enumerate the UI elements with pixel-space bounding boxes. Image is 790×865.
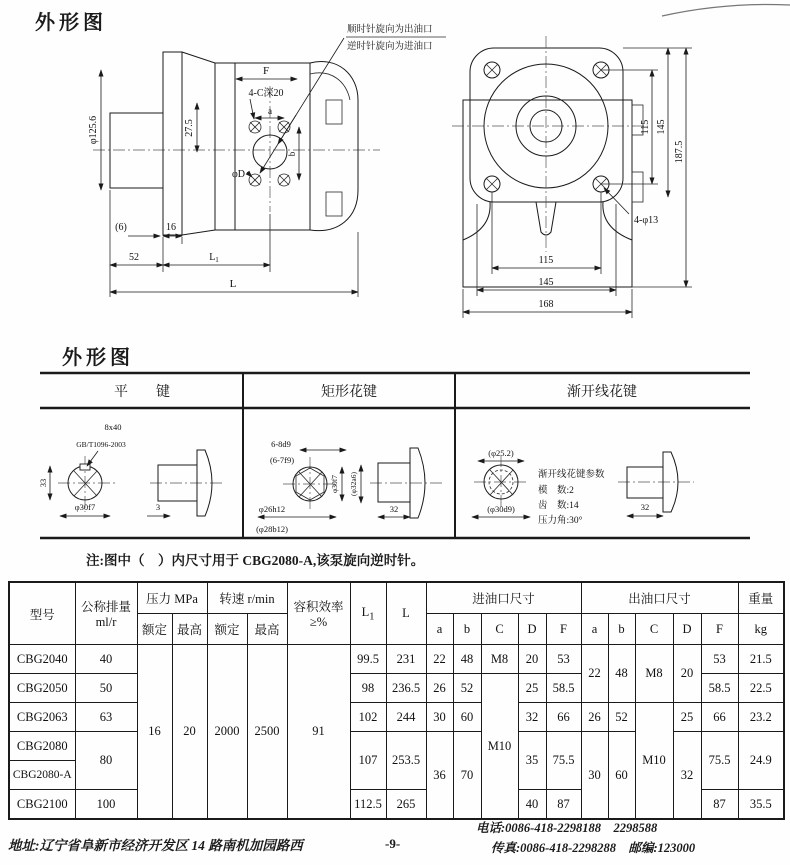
footer-address: 地址:辽宁省阜新市经济开发区 14 路南机加园路西 xyxy=(8,838,303,853)
svg-text:(φ32a6): (φ32a6) xyxy=(349,472,358,496)
spec-cell: 40 xyxy=(518,790,546,820)
spec-cell: 58.5 xyxy=(546,674,581,703)
svg-text:27.5: 27.5 xyxy=(184,119,195,137)
svg-text:GB/T1096-2003: GB/T1096-2003 xyxy=(76,440,126,449)
header-in-a: a xyxy=(426,614,453,645)
scan-artifact xyxy=(662,4,790,16)
svg-text:(φ30d9): (φ30d9) xyxy=(487,504,515,514)
spec-cell: 26 xyxy=(426,674,453,703)
spec-cell: 32 xyxy=(518,703,546,732)
spec-cell: 30 xyxy=(426,703,453,732)
header-in-c: C xyxy=(481,614,518,645)
header-l1: $L_1$ xyxy=(350,582,386,645)
svg-text:(φ28b12): (φ28b12) xyxy=(256,524,288,534)
svg-text:(6-7f9): (6-7f9) xyxy=(269,455,295,465)
svg-text:187.5: 187.5 xyxy=(674,140,685,164)
spec-cell: 70 xyxy=(453,732,481,820)
header-max: 最高 xyxy=(172,614,207,645)
spec-cell: 66 xyxy=(701,703,738,732)
header-l: L xyxy=(386,582,426,645)
svg-text:8x40: 8x40 xyxy=(104,422,122,432)
svg-text:4-C深20: 4-C深20 xyxy=(248,88,284,99)
spec-cell: 22.5 xyxy=(738,674,784,703)
spec-cell: 20 xyxy=(673,645,701,703)
spec-cell: 25 xyxy=(518,674,546,703)
spec-cell: M10 xyxy=(635,703,673,820)
spec-cell: 107 xyxy=(350,732,386,790)
header-pressure: 压力 MPa xyxy=(137,582,207,614)
footer-phone: 电话:0086-418-2298188 2298588 xyxy=(476,821,658,835)
svg-text:φ30f7: φ30f7 xyxy=(330,474,339,494)
header-in-f: F xyxy=(546,614,581,645)
spec-cell: M8 xyxy=(481,645,518,674)
spec-cell: 244 xyxy=(386,703,426,732)
spec-cell: 80 xyxy=(75,732,137,790)
spec-cell: 26 xyxy=(581,703,608,732)
spec-cell: 22 xyxy=(581,645,608,703)
spec-cell: 16 xyxy=(137,645,172,820)
spec-cell: 22 xyxy=(426,645,453,674)
page-title-top: 外形图 xyxy=(35,12,107,34)
spec-cell: 24.9 xyxy=(738,732,784,790)
header-rated: 额定 xyxy=(207,614,247,645)
key-col3-header: 渐开线花键 xyxy=(567,385,637,400)
svg-text:32: 32 xyxy=(640,502,650,512)
spec-cell: 231 xyxy=(386,645,426,674)
spec-cell: 102 xyxy=(350,703,386,732)
svg-text:52: 52 xyxy=(129,252,139,263)
svg-text:齿 数:14: 齿 数:14 xyxy=(538,501,579,511)
base-web xyxy=(463,202,490,240)
spec-cell: 2000 xyxy=(207,645,247,820)
key-types-table xyxy=(0,340,790,570)
rear-cover xyxy=(310,62,358,231)
header-out-b: b xyxy=(608,614,635,645)
spec-cell: 30 xyxy=(581,732,608,820)
svg-text:φ26h12: φ26h12 xyxy=(258,504,286,514)
spec-cell: M10 xyxy=(481,674,518,820)
spec-cell: CBG2080-A xyxy=(9,761,75,790)
flat-key-drawing xyxy=(38,422,224,516)
spec-cell: 253.5 xyxy=(386,732,426,790)
spec-cell: 87 xyxy=(546,790,581,820)
spec-cell: CBG2050 xyxy=(9,674,75,703)
key-col1-header: 平 键 xyxy=(114,385,170,400)
shaft xyxy=(110,113,163,188)
spec-cell: CBG2100 xyxy=(9,790,75,820)
svg-text:(6): (6) xyxy=(115,222,127,233)
header-outlet: 出油口尺寸 xyxy=(581,582,738,614)
svg-text:φ30f7: φ30f7 xyxy=(74,502,96,512)
header-in-d: D xyxy=(518,614,546,645)
spec-cell: 66 xyxy=(546,703,581,732)
side-view-dimensions xyxy=(88,65,358,297)
svg-text:模 数:2: 模 数:2 xyxy=(538,486,574,496)
note-text: 注:图中（ ）内尺寸用于 CBG2080-A,该泵旋向逆时针。 xyxy=(86,553,425,568)
svg-text:渐开线花键参数: 渐开线花键参数 xyxy=(538,470,605,480)
header-out-a: a xyxy=(581,614,608,645)
key-col2-header: 矩形花键 xyxy=(321,385,377,400)
spec-cell: 40 xyxy=(75,645,137,674)
table-row xyxy=(9,703,784,732)
front-view-dimensions xyxy=(463,48,692,318)
spec-cell: 35 xyxy=(518,732,546,790)
header-out-f: F xyxy=(701,614,738,645)
spec-cell: CBG2063 xyxy=(9,703,75,732)
spec-cell: 53 xyxy=(546,645,581,674)
svg-text:b: b xyxy=(287,151,297,157)
svg-text:16: 16 xyxy=(166,222,176,233)
spec-cell: 23.2 xyxy=(738,703,784,732)
spec-cell: 112.5 xyxy=(350,790,386,820)
svg-text:115: 115 xyxy=(538,255,554,266)
spec-cell: 75.5 xyxy=(546,732,581,790)
outline-drawings xyxy=(0,0,790,335)
spec-cell: 20 xyxy=(518,645,546,674)
header-out-c: C xyxy=(635,614,673,645)
header-weight: 重量 xyxy=(738,582,784,614)
spec-cell: 36 xyxy=(426,732,453,820)
spec-cell: 48 xyxy=(608,645,635,703)
spec-cell: 2500 xyxy=(247,645,287,820)
table-row xyxy=(9,645,784,674)
spec-cell: 75.5 xyxy=(701,732,738,790)
spec-cell: 265 xyxy=(386,790,426,820)
svg-text:33: 33 xyxy=(38,478,48,488)
spec-cell: 20 xyxy=(172,645,207,820)
header-max: 最高 xyxy=(247,614,287,645)
spec-table xyxy=(8,581,785,820)
svg-text:L1: $L_1$ xyxy=(209,252,219,264)
spec-cell: 60 xyxy=(453,703,481,732)
spec-cell: 50 xyxy=(75,674,137,703)
svg-text:3: 3 xyxy=(155,502,161,512)
header-inlet: 进油口尺寸 xyxy=(426,582,581,614)
svg-text:168: 168 xyxy=(538,299,554,310)
footer-fax: 传真:0086-418-2298288 邮编:123000 xyxy=(491,841,696,855)
spec-cell: 63 xyxy=(75,703,137,732)
svg-text:145: 145 xyxy=(656,119,667,135)
svg-text:a: a xyxy=(268,106,272,116)
header-efficiency: 容积效率 ≥% xyxy=(287,582,350,645)
spec-cell: CBG2040 xyxy=(9,645,75,674)
footer-page-number: -9- xyxy=(385,836,401,851)
svg-text:F: F xyxy=(262,65,270,77)
page-title-mid: 外形图 xyxy=(62,347,134,369)
svg-text:逆时针旋向为进油口: 逆时针旋向为进油口 xyxy=(347,42,433,52)
svg-text:6-8d9: 6-8d9 xyxy=(271,439,291,449)
svg-text:L: L xyxy=(229,278,237,290)
spec-cell: 99.5 xyxy=(350,645,386,674)
spec-cell: 35.5 xyxy=(738,790,784,820)
spec-cell: 236.5 xyxy=(386,674,426,703)
svg-text:32: 32 xyxy=(389,504,399,514)
svg-text:(φ25.2): (φ25.2) xyxy=(488,448,514,458)
spec-cell: CBG2080 xyxy=(9,732,75,761)
svg-text:顺时针旋向为出油口: 顺时针旋向为出油口 xyxy=(347,25,433,35)
mounting-flange xyxy=(163,52,182,235)
header-in-b: b xyxy=(453,614,481,645)
spec-cell: 25 xyxy=(673,703,701,732)
svg-text:压力角:30°: 压力角:30° xyxy=(538,516,583,526)
spec-cell: 98 xyxy=(350,674,386,703)
involute-spline-drawing xyxy=(472,448,694,526)
header-model: 型号 xyxy=(9,582,75,645)
spec-cell: 60 xyxy=(608,732,635,820)
bolt-holes xyxy=(249,121,290,186)
svg-text:φ125.6: φ125.6 xyxy=(88,115,99,145)
spec-cell: 52 xyxy=(453,674,481,703)
header-rated: 额定 xyxy=(137,614,172,645)
header-weight-unit: kg xyxy=(738,614,784,645)
svg-text:φD: φD xyxy=(232,169,245,180)
spec-cell: 21.5 xyxy=(738,645,784,674)
rect-spline-drawing xyxy=(256,439,442,534)
header-displacement: 公称排量 ml/r xyxy=(75,582,137,645)
spec-cell: 87 xyxy=(701,790,738,820)
header-speed: 转速 r/min xyxy=(207,582,287,614)
rotation-annotation xyxy=(260,23,446,173)
svg-text:145: 145 xyxy=(538,277,554,288)
svg-text:4-φ13: 4-φ13 xyxy=(634,215,659,226)
spec-cell: 48 xyxy=(453,645,481,674)
keyway-notch xyxy=(80,464,90,470)
spec-cell: 91 xyxy=(287,645,350,820)
spec-cell: M8 xyxy=(635,645,673,703)
spec-cell: 53 xyxy=(701,645,738,674)
side-view-drawing xyxy=(88,23,446,297)
svg-text:115: 115 xyxy=(640,119,651,135)
spec-cell: 58.5 xyxy=(701,674,738,703)
spec-cell: 52 xyxy=(608,703,635,732)
spec-cell: 100 xyxy=(75,790,137,820)
header-out-d: D xyxy=(673,614,701,645)
spec-cell: 32 xyxy=(673,732,701,820)
front-view-drawing xyxy=(452,36,692,318)
